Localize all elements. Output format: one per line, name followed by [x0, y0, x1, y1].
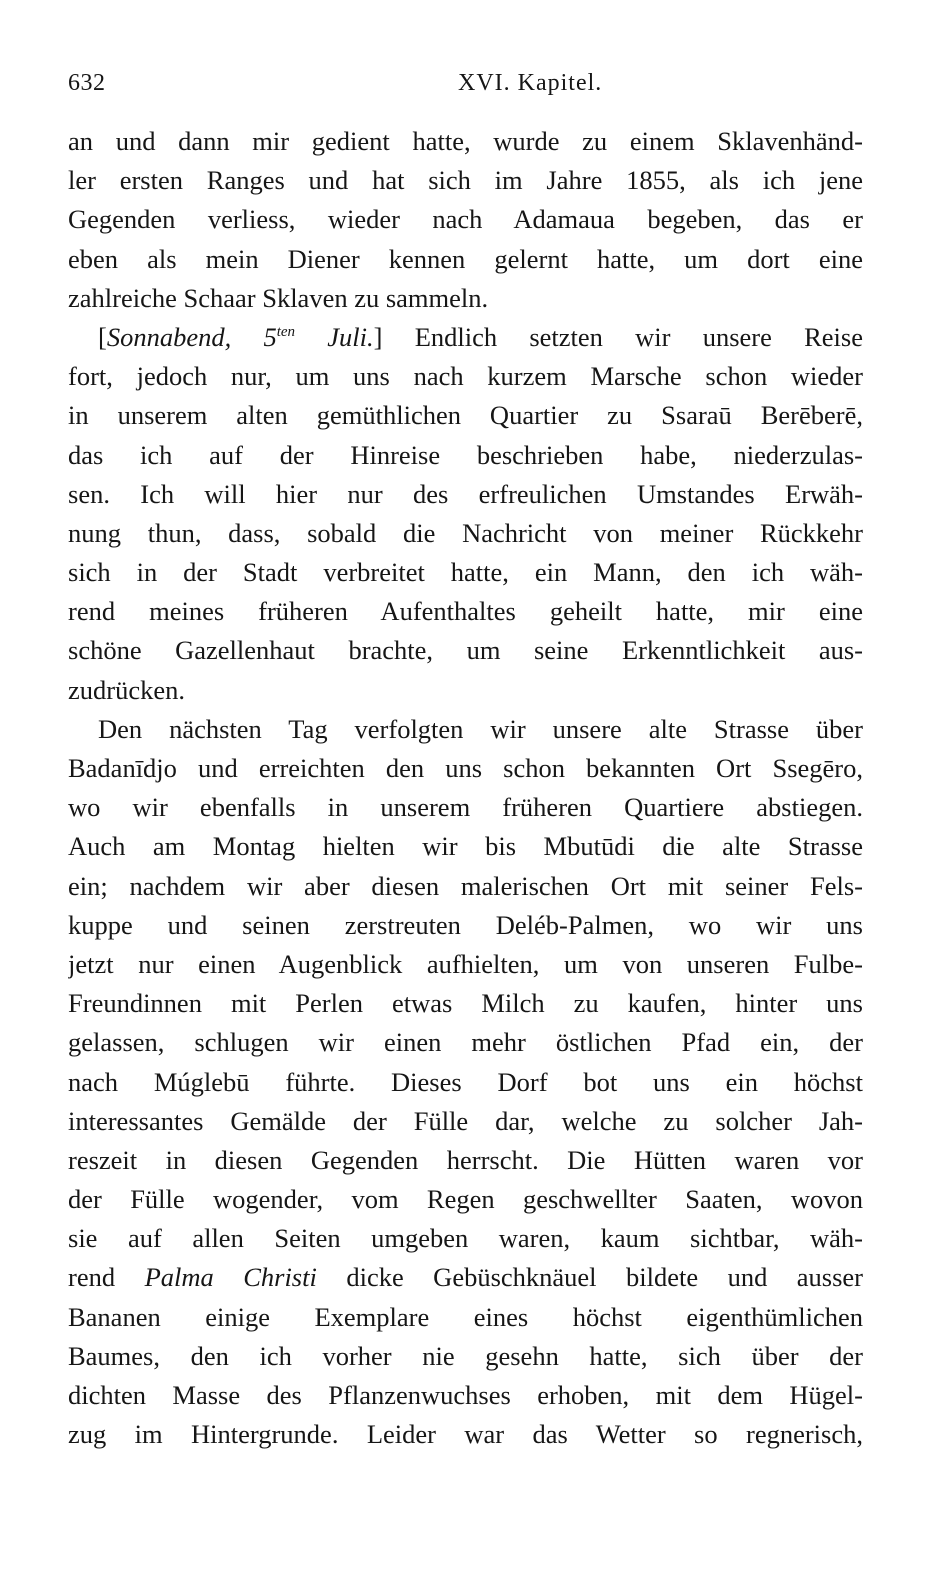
- text-line: nung thun, dass, sobald die Nachricht von meiner Rückkehr: [68, 517, 863, 548]
- text-line: sen. Ich will hier nur des erfreulichen Umstandes Erwäh-: [68, 478, 863, 509]
- page-header: [68, 70, 863, 104]
- text-line: interessantes Gemälde der Fülle dar, welche zu solcher Jah-: [68, 1105, 863, 1136]
- text-line: ler ersten Ranges und hat sich im Jahre 1855, als ich jene: [68, 165, 863, 196]
- text-line: in unserem alten gemüthlichen Quartier zu Ssaraū Berēberē,: [68, 400, 863, 431]
- open-bracket: [: [98, 321, 107, 352]
- text-line: Gegenden verliess, wieder nach Adamaua begeben, das er: [68, 204, 863, 235]
- text-line: Badanīdjo und erreichten den uns schon bekannten Ort Ssegēro,: [68, 753, 863, 783]
- text-line: sich in der Stadt verbreitet hatte, ein Mann, den ich wäh-: [68, 557, 863, 588]
- running-head: XVI. Kapitel.: [458, 70, 603, 96]
- text-line: kuppe und seinen zerstreuten Deléb-Palmen, wo wir uns: [68, 909, 863, 940]
- text-line: Auch am Montag hielten wir bis Mbutūdi die alte Strasse: [68, 831, 863, 862]
- text-line: zahlreiche Schaar Sklaven zu sammeln.: [68, 282, 489, 313]
- text-line: gelassen, schlugen wir einen mehr östlichen Pfad ein, der: [68, 1027, 863, 1058]
- page-number: 632: [68, 70, 106, 96]
- date-month: Juli.: [327, 321, 374, 352]
- text-line: Bananen einige Exemplare eines höchst eigenthümlichen: [68, 1301, 863, 1332]
- text-line: jetzt nur einen Augenblick aufhielten, um von unseren Fulbe-: [68, 948, 863, 979]
- text-line: ein; nachdem wir aber diesen malerischen Ort mit seiner Fels-: [68, 870, 863, 901]
- text-line-italic: [68, 1258, 863, 1297]
- close-bracket: ]: [373, 321, 383, 352]
- text-line: fort, jedoch nur, um uns nach kurzem Marsche schon wieder: [68, 361, 863, 392]
- text-line: wo wir ebenfalls in unserem früheren Quartiere abstiegen.: [68, 792, 863, 823]
- text-line: zug im Hintergrunde. Leider war das Wetter so regnerisch,: [68, 1419, 863, 1450]
- body-text: [68, 122, 863, 1454]
- text-line: zudrücken.: [68, 674, 185, 705]
- text-line: schöne Gazellenhaut brachte, um seine Erkenntlichkeit aus-: [68, 635, 863, 666]
- text-line: nach Múglebū führte. Dieses Dorf bot uns ein höchst: [68, 1066, 863, 1097]
- text-line: Baumes, den ich vorher nie gesehn hatte, sich über der: [68, 1340, 863, 1371]
- text-line: reszeit in diesen Gegenden herrscht. Die Hütten waren vor: [68, 1144, 863, 1175]
- date-day: Sonnabend,: [106, 321, 232, 352]
- text-line: an und dann mir gedient hatte, wurde zu einem Sklavenhänd-: [68, 126, 863, 156]
- text-line: Freundinnen mit Perlen etwas Milch zu kaufen, hinter uns: [68, 988, 863, 1019]
- text-line: das ich auf der Hinreise beschrieben habe, niederzulas-: [68, 439, 863, 470]
- text-line-date: [68, 318, 863, 357]
- date-number: 5: [263, 321, 277, 352]
- date-superscript: ten: [276, 324, 296, 341]
- line-end: dicke Gebüschknäuel bildete und ausser: [346, 1262, 863, 1293]
- line-start: rend: [68, 1262, 116, 1293]
- text-line: Den nächsten Tag verfolgten wir unsere alte Strasse über: [98, 713, 863, 744]
- text-line: sie auf allen Seiten umgeben waren, kaum sichtbar, wäh-: [68, 1223, 863, 1254]
- text-line: dichten Masse des Pflanzenwuchses erhoben, mit dem Hügel-: [68, 1380, 863, 1410]
- date-line-rest: Endlich setzten wir unsere Reise: [414, 321, 863, 352]
- plant-name: Palma Christi: [144, 1262, 317, 1293]
- text-line: eben als mein Diener kennen gelernt hatte, um dort eine: [68, 243, 863, 274]
- text-line: der Fülle wogender, vom Regen geschwellter Saaten, wovon: [68, 1184, 863, 1215]
- text-line: rend meines früheren Aufenthaltes geheilt hatte, mir eine: [68, 596, 863, 627]
